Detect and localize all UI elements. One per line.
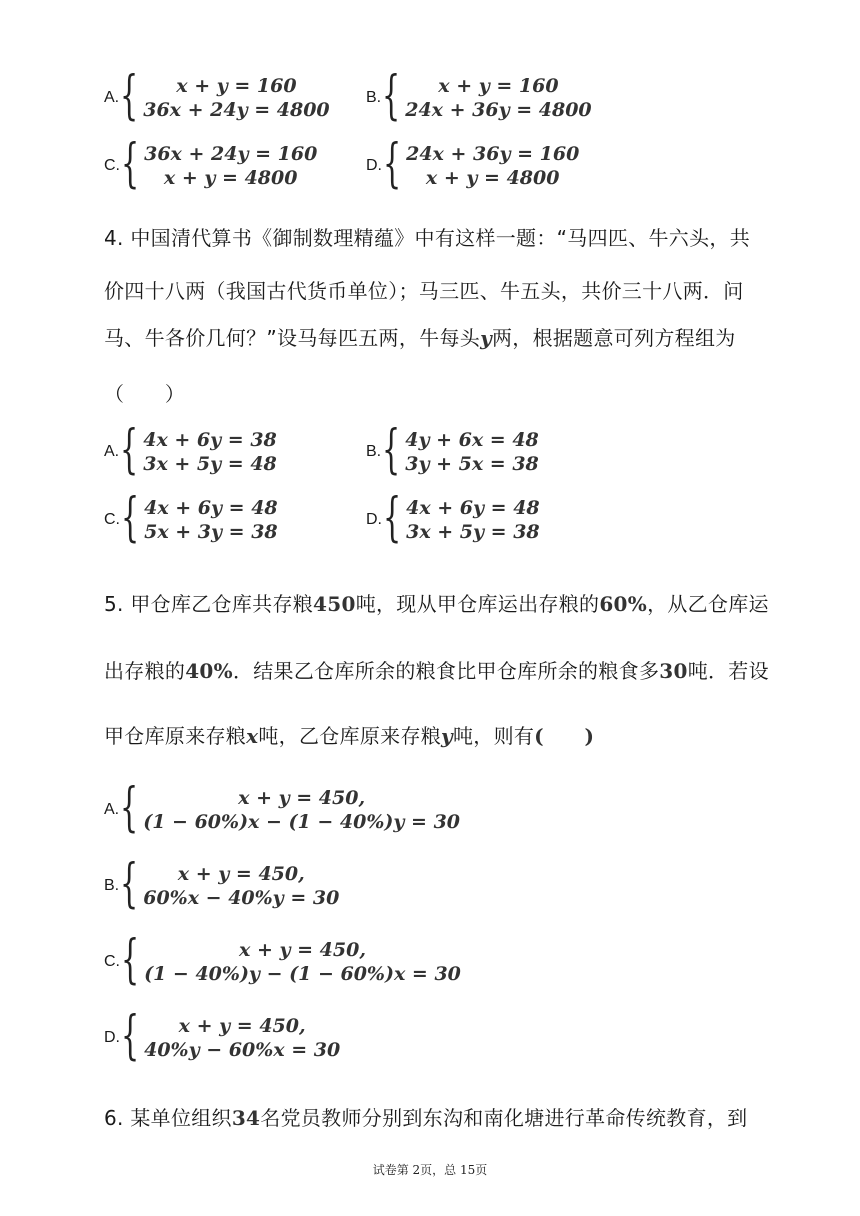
option-label: A.: [104, 801, 120, 818]
option-label: D.: [366, 511, 382, 528]
text: 5. 甲仓库乙仓库共存粮: [104, 592, 314, 616]
variable-y: y: [480, 326, 492, 350]
equation: x + y = 450,: [177, 863, 305, 885]
equation: 3x + 5y = 48: [143, 453, 277, 475]
q4-answer-paren: （ ）: [104, 382, 186, 406]
equation: 5x + 3y = 38: [144, 521, 278, 543]
equation: 60%x − 40%y = 30: [143, 887, 340, 909]
equation: 40%y − 60%x = 30: [144, 1039, 341, 1061]
equation: (1 − 40%)y − (1 − 60%)x = 30: [144, 963, 461, 985]
q4-option-b[interactable]: [366, 420, 539, 480]
equation: x + y = 4800: [163, 167, 298, 189]
brace-icon: {: [383, 488, 402, 548]
equation: x + y = 4800: [425, 167, 560, 189]
equation-system: [405, 74, 591, 122]
text: 吨．若设: [687, 659, 769, 683]
brace-icon: {: [382, 420, 401, 480]
q4-line-3-text-end: 两，根据题意可列方程组为: [491, 326, 736, 350]
q5-line-2: [104, 655, 769, 684]
brace-icon: {: [121, 1006, 140, 1066]
option-label: A.: [104, 443, 120, 460]
q4-line-2: 价四十八两（我国古代货币单位）；马三匹、牛五头，共价三十八两．问: [104, 279, 744, 303]
equation: 24x + 36y = 4800: [405, 99, 592, 121]
answer-paren: ( ): [534, 724, 595, 748]
equation: 4x + 6y = 38: [143, 429, 277, 451]
q4-option-d[interactable]: [366, 488, 540, 548]
equation: x + y = 450,: [238, 787, 366, 809]
brace-icon: {: [120, 778, 139, 838]
equation-system: [406, 496, 540, 544]
option-label: D.: [104, 1029, 120, 1046]
equation: 4x + 6y = 48: [144, 497, 278, 519]
equation: x + y = 160: [438, 75, 559, 97]
number: 34: [231, 1106, 261, 1130]
q4-line-3-text: 马、牛各价几何？”设马每匹五两，牛每头: [104, 326, 481, 350]
number: 450: [313, 592, 356, 616]
equation-system: [144, 938, 461, 986]
q3-option-b[interactable]: [366, 66, 592, 126]
text: 名党员教师分别到东沟和南化塘进行革命传统教育，到: [260, 1106, 748, 1130]
equation: x + y = 160: [176, 75, 297, 97]
option-label: B.: [366, 443, 382, 460]
q4-line-3: [104, 322, 736, 351]
option-label: A.: [104, 89, 120, 106]
option-label: B.: [366, 89, 382, 106]
q4-option-a[interactable]: [104, 420, 277, 480]
text: 吨，则有: [452, 724, 535, 748]
text: 吨，乙仓库原来存粮: [258, 724, 442, 748]
option-label: D.: [366, 157, 382, 174]
equation: x + y = 450,: [178, 1015, 306, 1037]
option-label: C.: [104, 953, 120, 970]
brace-icon: {: [120, 420, 139, 480]
q5-option-c[interactable]: [104, 930, 461, 990]
option-label: C.: [104, 511, 120, 528]
equation-system: [143, 786, 460, 834]
equation: (1 − 60%)x − (1 − 40%)y = 30: [143, 811, 461, 833]
q4-line-1: 4. 中国清代算书《御制数理精蕴》中有这样一题：“马四匹、牛六头，共: [104, 226, 750, 250]
brace-icon: {: [120, 854, 139, 914]
q3-option-a[interactable]: [104, 66, 330, 126]
variable-x: x: [246, 724, 259, 748]
brace-icon: {: [383, 134, 402, 194]
equation-system: [144, 1014, 340, 1062]
text: 6. 某单位组织: [104, 1106, 232, 1130]
equation-system: [406, 142, 579, 190]
brace-icon: {: [121, 134, 140, 194]
q5-option-d[interactable]: [104, 1006, 341, 1066]
equation-system: [143, 862, 339, 910]
variable-y: y: [441, 724, 453, 748]
q6-line-1: [104, 1102, 747, 1131]
text: ，从乙仓库运: [647, 592, 769, 616]
equation-system: [144, 496, 278, 544]
q4-option-c[interactable]: [104, 488, 278, 548]
equation-system: [143, 428, 277, 476]
equation: 3y + 5x = 38: [405, 453, 539, 475]
number: 40%: [185, 659, 233, 683]
equation: 4x + 6y = 48: [406, 497, 540, 519]
q5-line-1: [104, 588, 769, 617]
brace-icon: {: [121, 488, 140, 548]
equation: 3x + 5y = 38: [406, 521, 540, 543]
brace-icon: {: [382, 66, 401, 126]
q3-option-d[interactable]: [366, 134, 580, 194]
q5-option-a[interactable]: [104, 778, 461, 838]
text: 甲仓库原来存粮: [104, 724, 247, 748]
brace-icon: {: [120, 66, 139, 126]
equation-system: [144, 142, 317, 190]
equation-system: [405, 428, 539, 476]
equation: 4y + 6x = 48: [405, 429, 539, 451]
brace-icon: {: [121, 930, 140, 990]
option-label: C.: [104, 157, 120, 174]
q5-line-3: [104, 720, 594, 749]
text: 吨，现从甲仓库运出存粮的: [355, 592, 600, 616]
text: 出存粮的: [104, 659, 186, 683]
equation: 36x + 24y = 160: [144, 143, 318, 165]
q3-option-c[interactable]: [104, 134, 318, 194]
equation: 36x + 24y = 4800: [143, 99, 330, 121]
equation-system: [143, 74, 329, 122]
option-label: B.: [104, 877, 120, 894]
text: ．结果乙仓库所余的粮食比甲仓库所余的粮食多: [232, 659, 660, 683]
equation: x + y = 450,: [239, 939, 366, 961]
number: 60%: [599, 592, 648, 616]
equation: 24x + 36y = 160: [406, 143, 580, 165]
number: 30: [659, 659, 688, 683]
page-footer: 试卷第 2页，总 15页: [372, 1163, 488, 1177]
q5-option-b[interactable]: [104, 854, 340, 914]
